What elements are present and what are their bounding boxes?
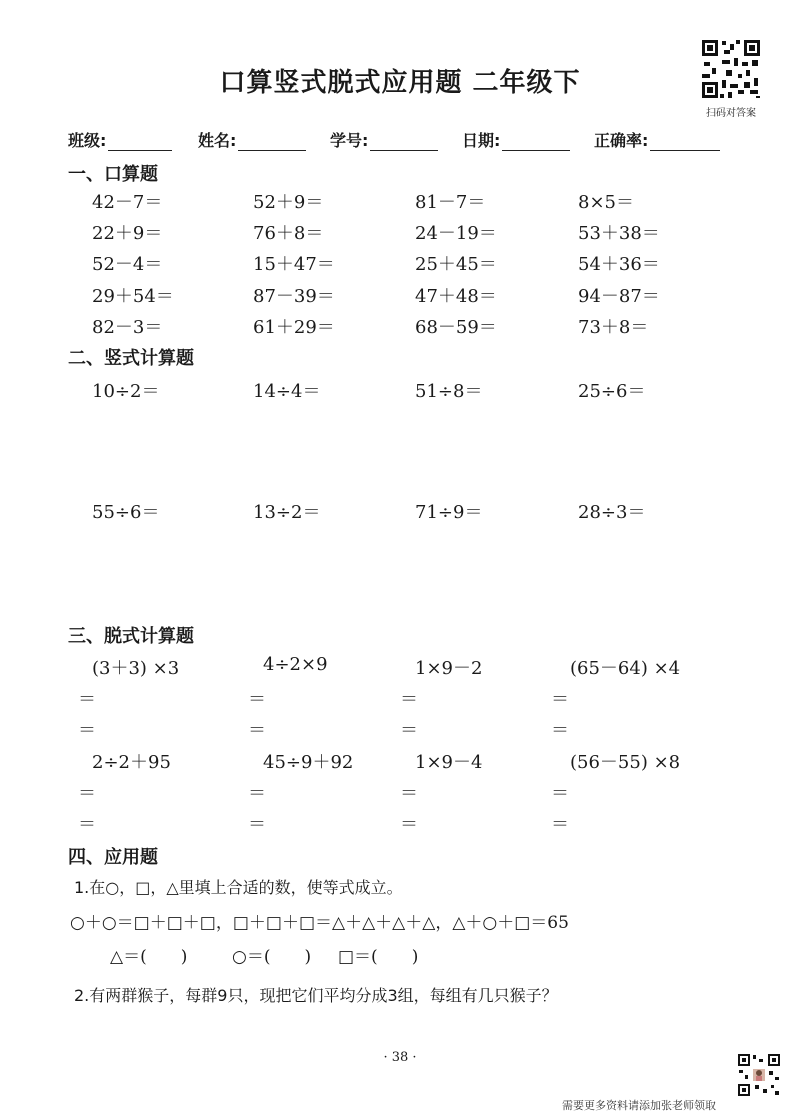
answer-blank-circle[interactable]: ○＝( ) xyxy=(232,947,312,967)
accuracy-field[interactable] xyxy=(594,128,720,151)
date-label: 日期: xyxy=(462,131,501,150)
section-title-oral: 一、口算题 xyxy=(68,164,158,185)
class-field[interactable] xyxy=(68,128,172,151)
equals-sign: ＝ xyxy=(78,814,96,835)
vertical-problem: 14÷4＝ xyxy=(253,381,321,402)
stepwise-problem: 4÷2×9 xyxy=(263,654,328,675)
oral-problem: 22＋9＝ xyxy=(92,223,163,244)
qr-code-icon[interactable] xyxy=(700,38,762,100)
oral-problem: 8×5＝ xyxy=(578,192,634,213)
class-label: 班级: xyxy=(68,131,107,150)
number-blank[interactable] xyxy=(370,134,438,151)
oral-problem: 29＋54＝ xyxy=(92,286,174,307)
equals-sign: ＝ xyxy=(78,720,96,741)
section-title-vertical: 二、竖式计算题 xyxy=(68,348,194,369)
footer-qr-code-icon[interactable] xyxy=(737,1053,781,1097)
section-title-word-problems: 四、应用题 xyxy=(68,847,158,868)
vertical-problem: 51÷8＝ xyxy=(415,381,483,402)
oral-problem: 25＋45＝ xyxy=(415,254,497,275)
date-field[interactable] xyxy=(462,128,570,151)
equals-sign: ＝ xyxy=(400,783,418,804)
oral-problem: 24－19＝ xyxy=(415,223,497,244)
equals-sign: ＝ xyxy=(248,783,266,804)
page-number: · 38 · xyxy=(383,1050,417,1065)
equals-sign: ＝ xyxy=(78,783,96,804)
word-problem-1: 1.在○，□，△里填上合适的数，使等式成立。 xyxy=(74,878,403,897)
stepwise-problem: 1×9－4 xyxy=(415,752,483,773)
equals-sign: ＝ xyxy=(78,689,96,710)
oral-problem: 87－39＝ xyxy=(253,286,335,307)
oral-problem: 73＋8＝ xyxy=(578,317,649,338)
qr-caption: 扫码对答案 xyxy=(706,108,756,119)
equals-sign: ＝ xyxy=(551,814,569,835)
answer-blank-triangle[interactable]: △＝( ) xyxy=(110,947,188,967)
footer-note: 需要更多资料请添加张老师领取 xyxy=(562,1099,716,1112)
oral-problem: 47＋48＝ xyxy=(415,286,497,307)
equals-sign: ＝ xyxy=(400,689,418,710)
number-label: 学号: xyxy=(330,131,369,150)
accuracy-blank[interactable] xyxy=(650,134,720,151)
equals-sign: ＝ xyxy=(248,720,266,741)
class-blank[interactable] xyxy=(108,134,172,151)
oral-problem: 81－7＝ xyxy=(415,192,486,213)
oral-problem: 76＋8＝ xyxy=(253,223,324,244)
word-problem-1-equation: ○＋○＝□＋□＋□，□＋□＋□＝△＋△＋△＋△，△＋○＋□＝65 xyxy=(70,913,569,933)
stepwise-problem: 2÷2＋95 xyxy=(92,752,171,773)
equals-sign: ＝ xyxy=(248,814,266,835)
page-title: 口算竖式脱式应用题 二年级下 xyxy=(219,68,581,98)
equals-sign: ＝ xyxy=(248,689,266,710)
oral-problem: 15＋47＝ xyxy=(253,254,335,275)
stepwise-problem: (3＋3) ×3 xyxy=(92,658,180,679)
stepwise-problem: (65－64) ×4 xyxy=(570,658,681,679)
vertical-problem: 13÷2＝ xyxy=(253,502,321,523)
oral-problem: 42－7＝ xyxy=(92,192,163,213)
oral-problem: 68－59＝ xyxy=(415,317,497,338)
oral-problem: 53＋38＝ xyxy=(578,223,660,244)
equals-sign: ＝ xyxy=(400,814,418,835)
stepwise-problem: 45÷9＋92 xyxy=(263,752,354,773)
accuracy-label: 正确率: xyxy=(594,131,649,150)
equals-sign: ＝ xyxy=(551,689,569,710)
equals-sign: ＝ xyxy=(551,783,569,804)
equals-sign: ＝ xyxy=(400,720,418,741)
oral-problem: 94－87＝ xyxy=(578,286,660,307)
number-field[interactable] xyxy=(330,128,438,151)
answer-blank-square[interactable]: □＝( ) xyxy=(338,947,419,967)
name-blank[interactable] xyxy=(238,134,306,151)
equals-sign: ＝ xyxy=(551,720,569,741)
oral-problem: 82－3＝ xyxy=(92,317,163,338)
stepwise-problem: 1×9－2 xyxy=(415,658,483,679)
oral-problem: 52－4＝ xyxy=(92,254,163,275)
date-blank[interactable] xyxy=(502,134,570,151)
oral-problem: 61＋29＝ xyxy=(253,317,335,338)
oral-problem: 52＋9＝ xyxy=(253,192,324,213)
vertical-problem: 71÷9＝ xyxy=(415,502,483,523)
section-title-stepwise: 三、脱式计算题 xyxy=(68,626,194,647)
vertical-problem: 10÷2＝ xyxy=(92,381,160,402)
vertical-problem: 28÷3＝ xyxy=(578,502,646,523)
vertical-problem: 25÷6＝ xyxy=(578,381,646,402)
oral-problem: 54＋36＝ xyxy=(578,254,660,275)
vertical-problem: 55÷6＝ xyxy=(92,502,160,523)
name-label: 姓名: xyxy=(198,131,237,150)
word-problem-2: 2.有两群猴子，每群9只，现把它们平均分成3组，每组有几只猴子？ xyxy=(74,986,558,1005)
name-field[interactable] xyxy=(198,128,306,151)
stepwise-problem: (56－55) ×8 xyxy=(570,752,681,773)
